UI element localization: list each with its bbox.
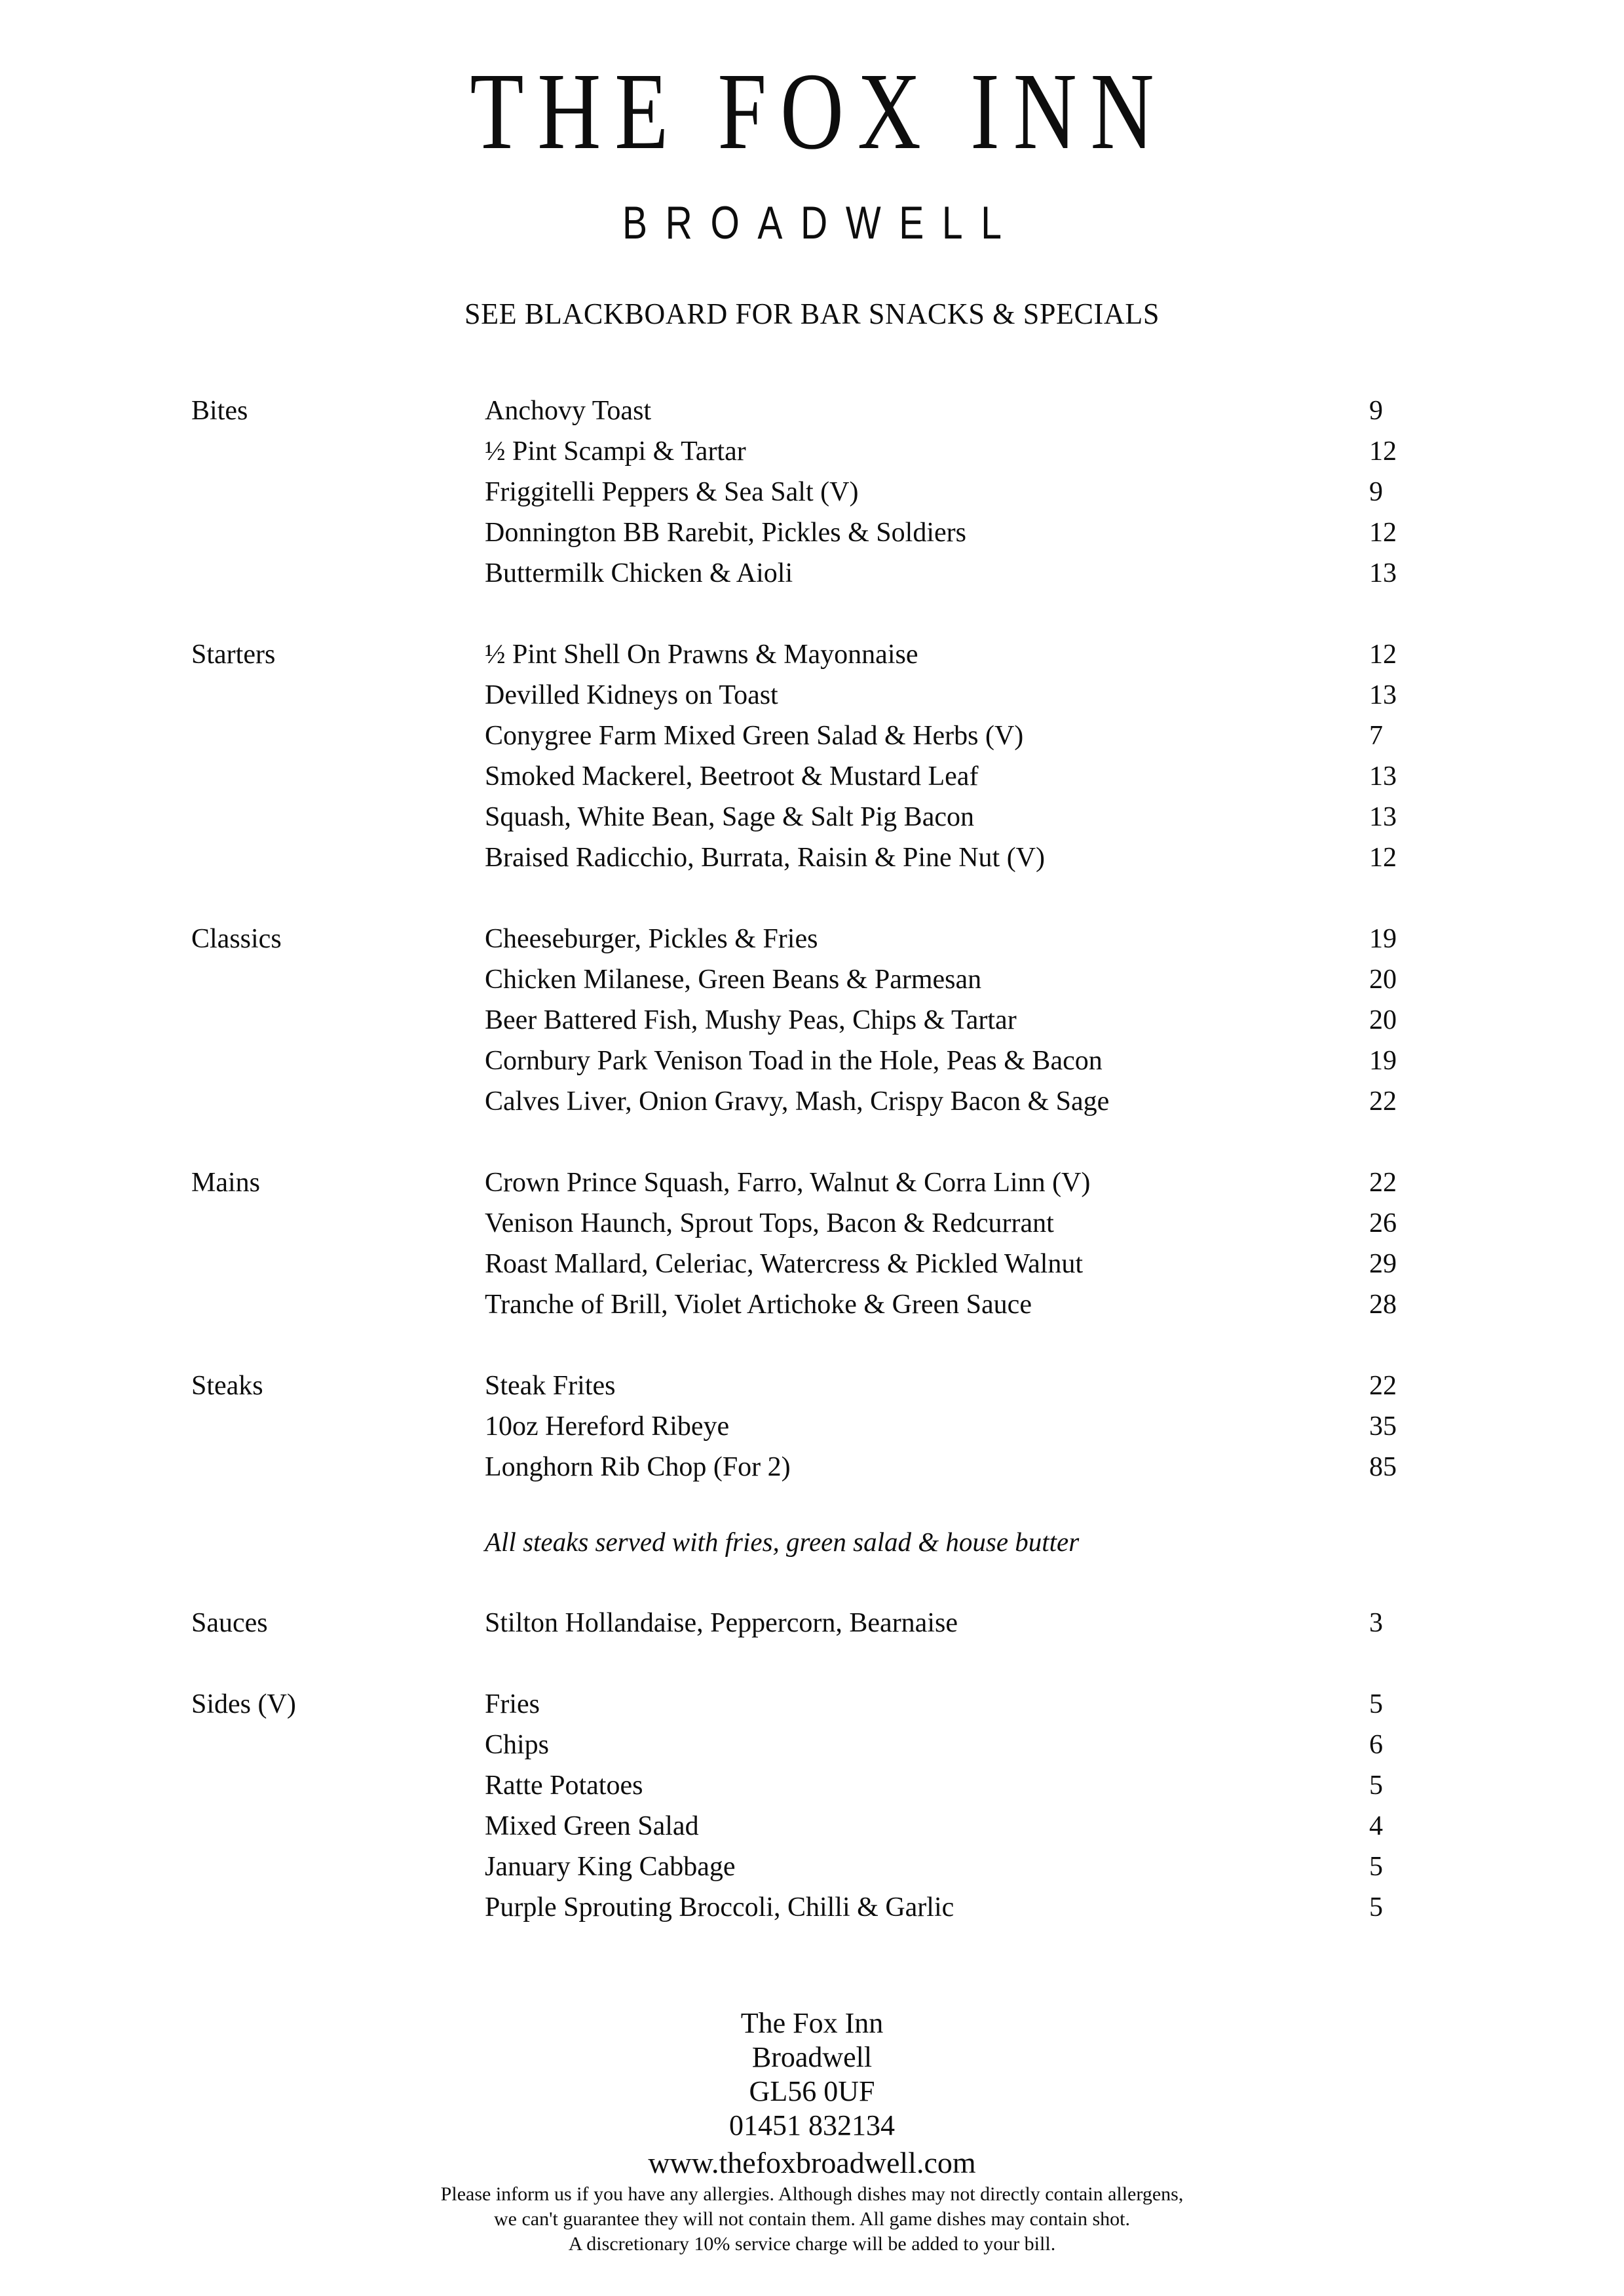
menu-item-row: [485, 959, 1467, 1000]
menu-item-row: [485, 1846, 1467, 1887]
menu-item-name: Anchovy Toast: [485, 396, 652, 426]
menu-item-price: 6: [1369, 1730, 1383, 1760]
menu-section: [0, 634, 1624, 878]
footer-website-link[interactable]: www.thefoxbroadwell.com: [648, 2146, 976, 2179]
menu-item-price: 7: [1369, 721, 1383, 751]
menu-item-price: 4: [1369, 1811, 1383, 1841]
menu-sections: [0, 391, 1624, 1968]
menu-item-name: Buttermilk Chicken & Aioli: [485, 558, 793, 588]
menu-item-name: ½ Pint Shell On Prawns & Mayonnaise: [485, 640, 918, 670]
menu-item-row: [485, 1806, 1467, 1846]
menu-item-row: [485, 1765, 1467, 1806]
menu-item-name: Mixed Green Salad: [485, 1811, 699, 1841]
menu-item-row: [485, 1203, 1467, 1244]
menu-item-row: [485, 634, 1467, 675]
menu-item-price: 12: [1369, 843, 1397, 873]
section-heading: Mains: [191, 1168, 260, 1198]
menu-item-name: Chips: [485, 1730, 550, 1760]
menu-item-row: [485, 1366, 1467, 1406]
menu-item-name: Tranche of Brill, Violet Artichoke & Green Sauce: [485, 1290, 1032, 1320]
footer-phone: 01451 832134: [729, 2109, 895, 2141]
section-items: [485, 919, 1467, 1122]
menu-item-name: Cheeseburger, Pickles & Fries: [485, 924, 818, 954]
menu-item-name: Stilton Hollandaise, Peppercorn, Bearnaise: [485, 1608, 958, 1638]
menu-item-price: 22: [1369, 1168, 1397, 1198]
brand-location-subtitle: BROADWELL: [622, 197, 1020, 250]
menu-item-price: 28: [1369, 1290, 1397, 1320]
section-items: [485, 1366, 1467, 1487]
section-items: [485, 634, 1467, 878]
menu-section: [0, 1684, 1624, 1928]
menu-item-price: 13: [1369, 802, 1397, 832]
footer-venue-name: The Fox Inn: [740, 2007, 884, 2039]
menu-item-name: January King Cabbage: [485, 1852, 736, 1882]
section-heading: Starters: [191, 640, 276, 670]
menu-section: [0, 919, 1624, 1122]
section-items: [485, 391, 1467, 594]
menu-item-row: [485, 837, 1467, 878]
section-heading: Bites: [191, 396, 248, 426]
blackboard-specials-note: SEE BLACKBOARD FOR BAR SNACKS & SPECIALS: [464, 297, 1160, 330]
menu-item-row: [485, 1081, 1467, 1122]
section-note: All steaks served with fries, green salad & house butter: [485, 1527, 1080, 1557]
menu-item-name: Friggitelli Peppers & Sea Salt (V): [485, 477, 859, 507]
menu-item-row: [485, 756, 1467, 797]
menu-item-name: Crown Prince Squash, Farro, Walnut & Corra Linn (V): [485, 1168, 1091, 1198]
menu-item-price: 22: [1369, 1371, 1397, 1401]
menu-item-row: [485, 1447, 1467, 1487]
menu-item-row: [485, 1603, 1467, 1643]
menu-item-price: 35: [1369, 1411, 1397, 1442]
menu-item-name: 10oz Hereford Ribeye: [485, 1411, 730, 1442]
section-heading: Steaks: [191, 1371, 263, 1401]
note-spacer: [0, 1487, 1624, 1521]
footer: [0, 2006, 1624, 2257]
menu-item-name: Braised Radicchio, Burrata, Raisin & Pine Nut (V): [485, 843, 1045, 873]
menu-item-name: Calves Liver, Onion Gravy, Mash, Crispy Bacon & Sage: [485, 1086, 1110, 1117]
menu-item-name: Conygree Farm Mixed Green Salad & Herbs (V): [485, 721, 1024, 751]
menu-item-price: 5: [1369, 1770, 1383, 1801]
menu-item-name: Ratte Potatoes: [485, 1770, 643, 1801]
menu-item-row: [485, 797, 1467, 837]
menu-item-price: 20: [1369, 1005, 1397, 1035]
menu-item-row: [485, 919, 1467, 959]
menu-item-price: 3: [1369, 1608, 1383, 1638]
menu-item-name: Roast Mallard, Celeriac, Watercress & Pickled Walnut: [485, 1249, 1084, 1279]
section-heading: Classics: [191, 924, 282, 954]
menu-item-row: [485, 472, 1467, 512]
menu-item-price: 20: [1369, 965, 1397, 995]
menu-item-price: 12: [1369, 436, 1397, 467]
service-charge-notice: A discretionary 10% service charge will be added to your bill.: [568, 2233, 1056, 2255]
menu-section: [0, 1366, 1624, 1562]
allergy-notice-line-2: we can't guarantee they will not contain them. All game dishes may contain shot.: [494, 2208, 1130, 2230]
menu-item-name: Venison Haunch, Sprout Tops, Bacon & Redcurrant: [485, 1208, 1054, 1238]
menu-item-price: 5: [1369, 1689, 1383, 1719]
menu-item-price: 5: [1369, 1852, 1383, 1882]
section-items: [485, 1684, 1467, 1928]
menu-item-price: 26: [1369, 1208, 1397, 1238]
menu-item-row: [485, 1041, 1467, 1081]
menu-item-name: Squash, White Bean, Sage & Salt Pig Bacon: [485, 802, 974, 832]
menu-item-price: 19: [1369, 924, 1397, 954]
menu-item-name: Chicken Milanese, Green Beans & Parmesan: [485, 965, 982, 995]
page-title: THE FOX INN: [470, 50, 1168, 172]
menu-item-price: 13: [1369, 558, 1397, 588]
menu-item-name: Steak Frites: [485, 1371, 616, 1401]
menu-item-price: 13: [1369, 680, 1397, 710]
menu-section: [0, 1603, 1624, 1643]
section-heading: Sauces: [191, 1608, 268, 1638]
menu-item-name: Beer Battered Fish, Mushy Peas, Chips & Tartar: [485, 1005, 1017, 1035]
menu-item-row: [485, 512, 1467, 553]
footer-postcode: GL56 0UF: [749, 2075, 875, 2107]
section-items: [485, 1162, 1467, 1325]
menu-item-name: Donnington BB Rarebit, Pickles & Soldiers: [485, 518, 966, 548]
menu-item-name: Purple Sprouting Broccoli, Chilli & Garlic: [485, 1892, 954, 1923]
menu-item-row: [485, 431, 1467, 472]
menu-item-price: 19: [1369, 1046, 1397, 1076]
menu-item-price: 9: [1369, 396, 1383, 426]
menu-item-price: 13: [1369, 761, 1397, 792]
menu-item-row: [485, 1725, 1467, 1765]
menu-item-row: [485, 1162, 1467, 1203]
menu-item-name: Devilled Kidneys on Toast: [485, 680, 778, 710]
menu-item-price: 12: [1369, 640, 1397, 670]
menu-item-row: [485, 391, 1467, 431]
menu-item-row: [485, 716, 1467, 756]
menu-item-price: 9: [1369, 477, 1383, 507]
menu-item-row: [485, 1406, 1467, 1447]
menu-item-row: [485, 553, 1467, 594]
menu-item-price: 12: [1369, 518, 1397, 548]
menu-item-row: [485, 1000, 1467, 1041]
menu-item-row: [485, 1284, 1467, 1325]
section-heading: Sides (V): [191, 1689, 296, 1719]
menu-item-price: 29: [1369, 1249, 1397, 1279]
menu-item-row: [485, 1244, 1467, 1284]
menu-item-price: 5: [1369, 1892, 1383, 1923]
menu-item-price: 85: [1369, 1452, 1397, 1482]
menu-section: [0, 1162, 1624, 1325]
menu-item-row: [485, 1887, 1467, 1928]
menu-section: [0, 391, 1624, 594]
menu-item-name: Fries: [485, 1689, 540, 1719]
menu-item-row: [485, 1684, 1467, 1725]
menu-item-name: Longhorn Rib Chop (For 2): [485, 1452, 791, 1482]
masthead: [0, 0, 1624, 250]
footer-locality: Broadwell: [751, 2041, 873, 2073]
menu-item-name: Cornbury Park Venison Toad in the Hole, Peas & Bacon: [485, 1046, 1103, 1076]
menu-item-row: [485, 675, 1467, 716]
section-items: [485, 1603, 1467, 1643]
menu-item-name: Smoked Mackerel, Beetroot & Mustard Leaf: [485, 761, 979, 792]
allergy-notice-line-1: Please inform us if you have any allergies. Although dishes may not directly contain allergens,: [440, 2183, 1184, 2205]
menu-item-price: 22: [1369, 1086, 1397, 1117]
menu-item-name: ½ Pint Scampi & Tartar: [485, 436, 746, 467]
